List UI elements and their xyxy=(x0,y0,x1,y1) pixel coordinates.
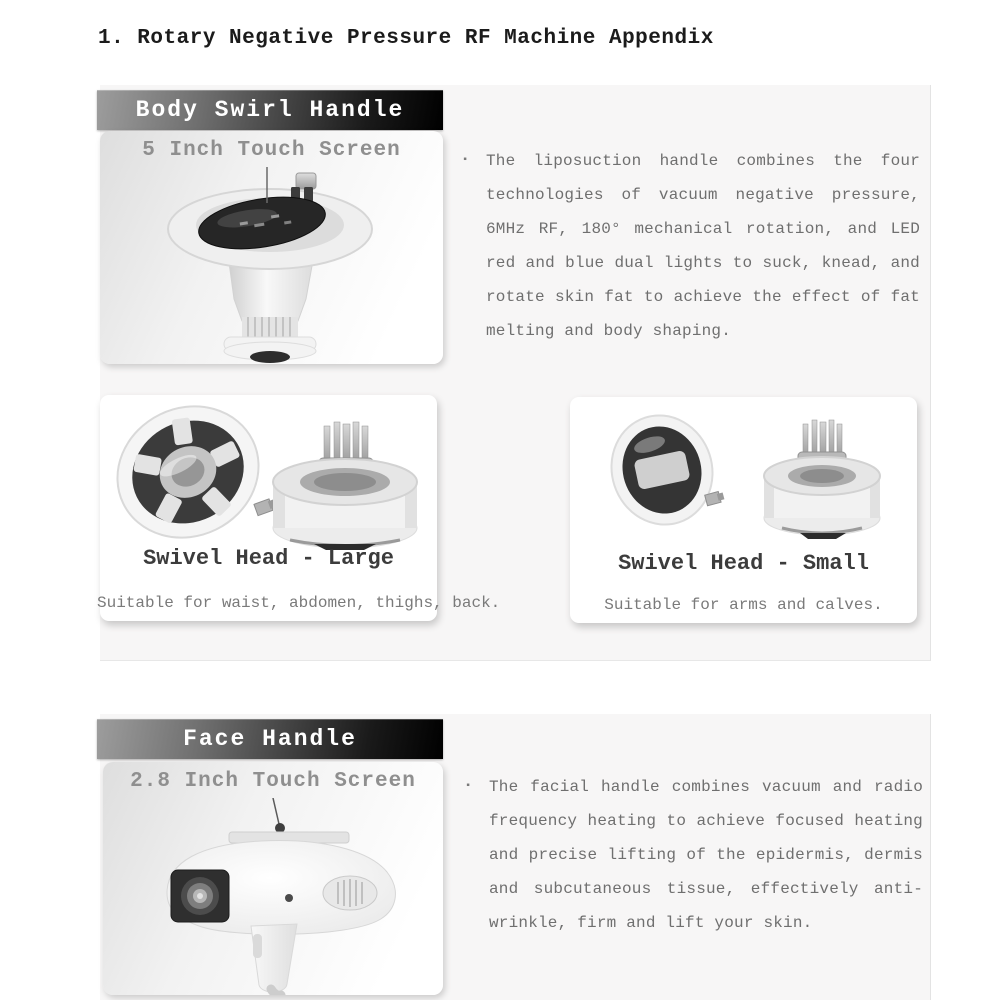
bullet-icon: ▪ xyxy=(465,781,472,792)
swivel-head-small-title: Swivel Head - Small xyxy=(618,551,869,576)
swivel-head-large-card xyxy=(100,395,437,621)
face-handle-description xyxy=(465,770,923,940)
body-swirl-banner: Body Swirl Handle xyxy=(97,90,443,130)
face-handle-image-card xyxy=(103,762,443,995)
bullet-icon: ▪ xyxy=(462,155,469,166)
face-handle-description-text: The facial handle combines vacuum and radio frequency heating to achieve focused heating and precise lifting of the epidermis, dermis and subcutaneous tissue, effectively anti-wrinkle, firm and lift your skin. xyxy=(489,778,923,932)
face-handle-banner: Face Handle xyxy=(97,719,443,759)
touch-screen-label-2-8inch: 2.8 Inch Touch Screen xyxy=(130,770,416,793)
swivel-head-large-illustration xyxy=(100,400,437,550)
body-handle-description xyxy=(462,144,920,348)
touch-screen-label-5inch: 5 Inch Touch Screen xyxy=(142,139,401,162)
swivel-head-large-title: Swivel Head - Large xyxy=(143,546,394,571)
face-handle-illustration xyxy=(103,798,443,995)
swivel-head-small-illustration xyxy=(570,402,917,552)
swivel-head-large-caption: Suitable for waist, abdomen, thighs, back. xyxy=(97,594,501,612)
swivel-head-small-caption: Suitable for arms and calves. xyxy=(604,596,883,614)
swivel-head-small-card xyxy=(570,397,917,623)
page-title: 1. Rotary Negative Pressure RF Machine Appendix xyxy=(98,27,714,50)
body-handle-description-text: The liposuction handle combines the four technologies of vacuum negative pressure, 6MHz RF, 180° mechanical rotation, and LED red and blue dual lights to suck, knead, and rotate skin fat to achieve the effect of fat melting and body shaping. xyxy=(486,152,920,340)
body-handle-image-card xyxy=(100,131,443,364)
body-handle-illustration xyxy=(100,167,443,364)
